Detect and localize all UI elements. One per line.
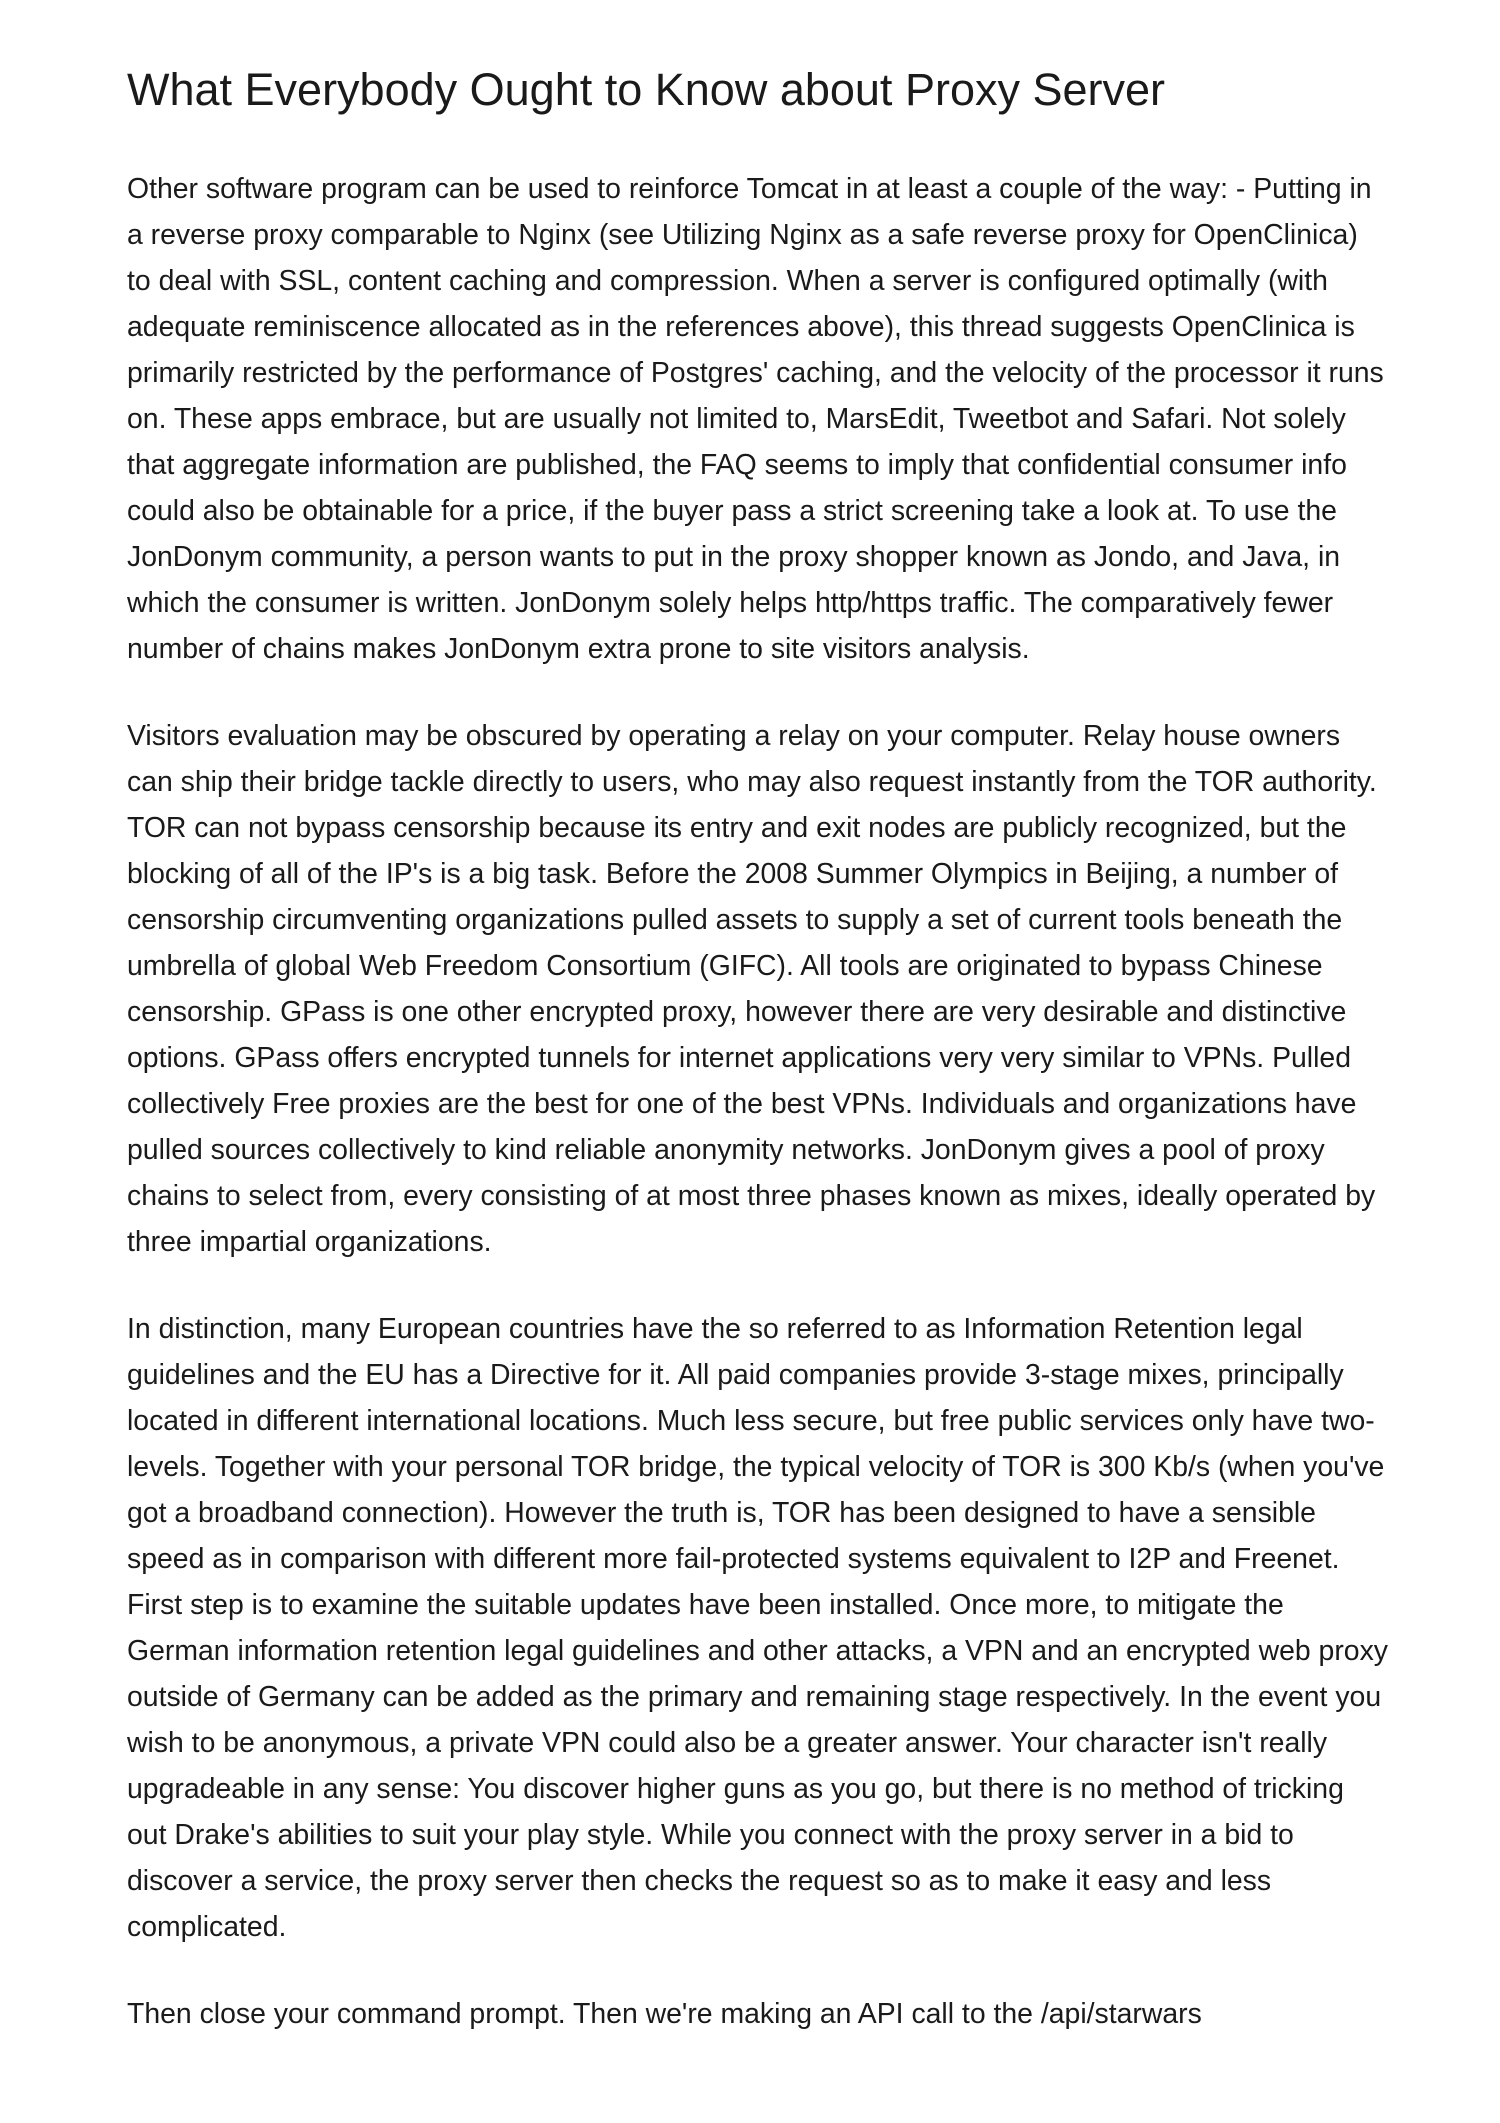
paragraph-1: Other software program can be used to reinforce Tomcat in at least a couple of the way: - Putting in a reverse proxy comparable to Nginx (see Utilizing Nginx as a safe reverse proxy for OpenClinica) to deal with SSL, content caching and compression. When a server is configured optimally (with adequate reminiscence allocated as in the references above), this thread suggests OpenClinica is primarily restricted by the performance of Postgres' caching, and the velocity of the processor it runs on. These apps embrace, but are usually not limited to, MarsEdit, Tweetbot and Safari. Not solely that aggregate information are published, the FAQ seems to imply that confidential consumer info could also be obtainable for a price, if the buyer pass a strict screening take a look at. To use the JonDonym community, a person wants to put in the proxy shopper known as Jondo, and Java, in which the consumer is written. JonDonym solely helps http/https traffic. The comparatively fewer number of chains makes JonDonym extra prone to site visitors analysis. — [127, 173, 1384, 665]
paragraph-2: Visitors evaluation may be obscured by operating a relay on your computer. Relay house owners can ship their bridge tackle directly to users, who may also request instantly from the TOR authority. TOR can not bypass censorship because its entry and exit nodes are publicly recognized, but the blocking of all of the IP's is a big task. Before the 2008 Summer Olympics in Beijing, a number of censorship circumventing organizations pulled assets to supply a set of current tools beneath the umbrella of global Web Freedom Consortium (GIFC). All tools are originated to bypass Chinese censorship. GPass is one other encrypted proxy, however there are very desirable and distinctive options. GPass offers encrypted tunnels for internet applications very very similar to VPNs. Pulled collectively Free proxies are the best for one of the best VPNs. Individuals and organizations have pulled sources collectively to kind reliable anonymity networks. JonDonym gives a pool of proxy chains to select from, every consisting of at most three phases known as mixes, ideally operated by three impartial organizations. — [127, 720, 1377, 1258]
paragraph-4: Then close your command prompt. Then we're making an API call to the /api/starwars — [127, 1998, 1202, 2030]
article-body — [127, 166, 1389, 2078]
paragraph-3: In distinction, many European countries have the so referred to as Information Retention legal guidelines and the EU has a Directive for it. All paid companies provide 3-stage mixes, principally located in different international locations. Much less secure, but free public services only have two-levels. Together with your personal TOR bridge, the typical velocity of TOR is 300 Kb/s (when you've got a broadband connection). However the truth is, TOR has been designed to have a sensible speed as in comparison with different more fail-protected systems equivalent to I2P and Freenet. First step is to examine the suitable updates have been installed. Once more, to mitigate the German information retention legal guidelines and other attacks, a VPN and an encrypted web proxy outside of Germany can be added as the primary and remaining stage respectively. In the event you wish to be anonymous, a private VPN could also be a greater answer. Your character isn't really upgradeable in any sense: You discover higher guns as you go, but there is no method of tricking out Drake's abilities to suit your play style. While you connect with the proxy server in a bid to discover a service, the proxy server then checks the request so as to make it easy and less complicated. — [127, 1313, 1388, 1943]
page-title: What Everybody Ought to Know about Proxy Server — [127, 64, 1166, 115]
